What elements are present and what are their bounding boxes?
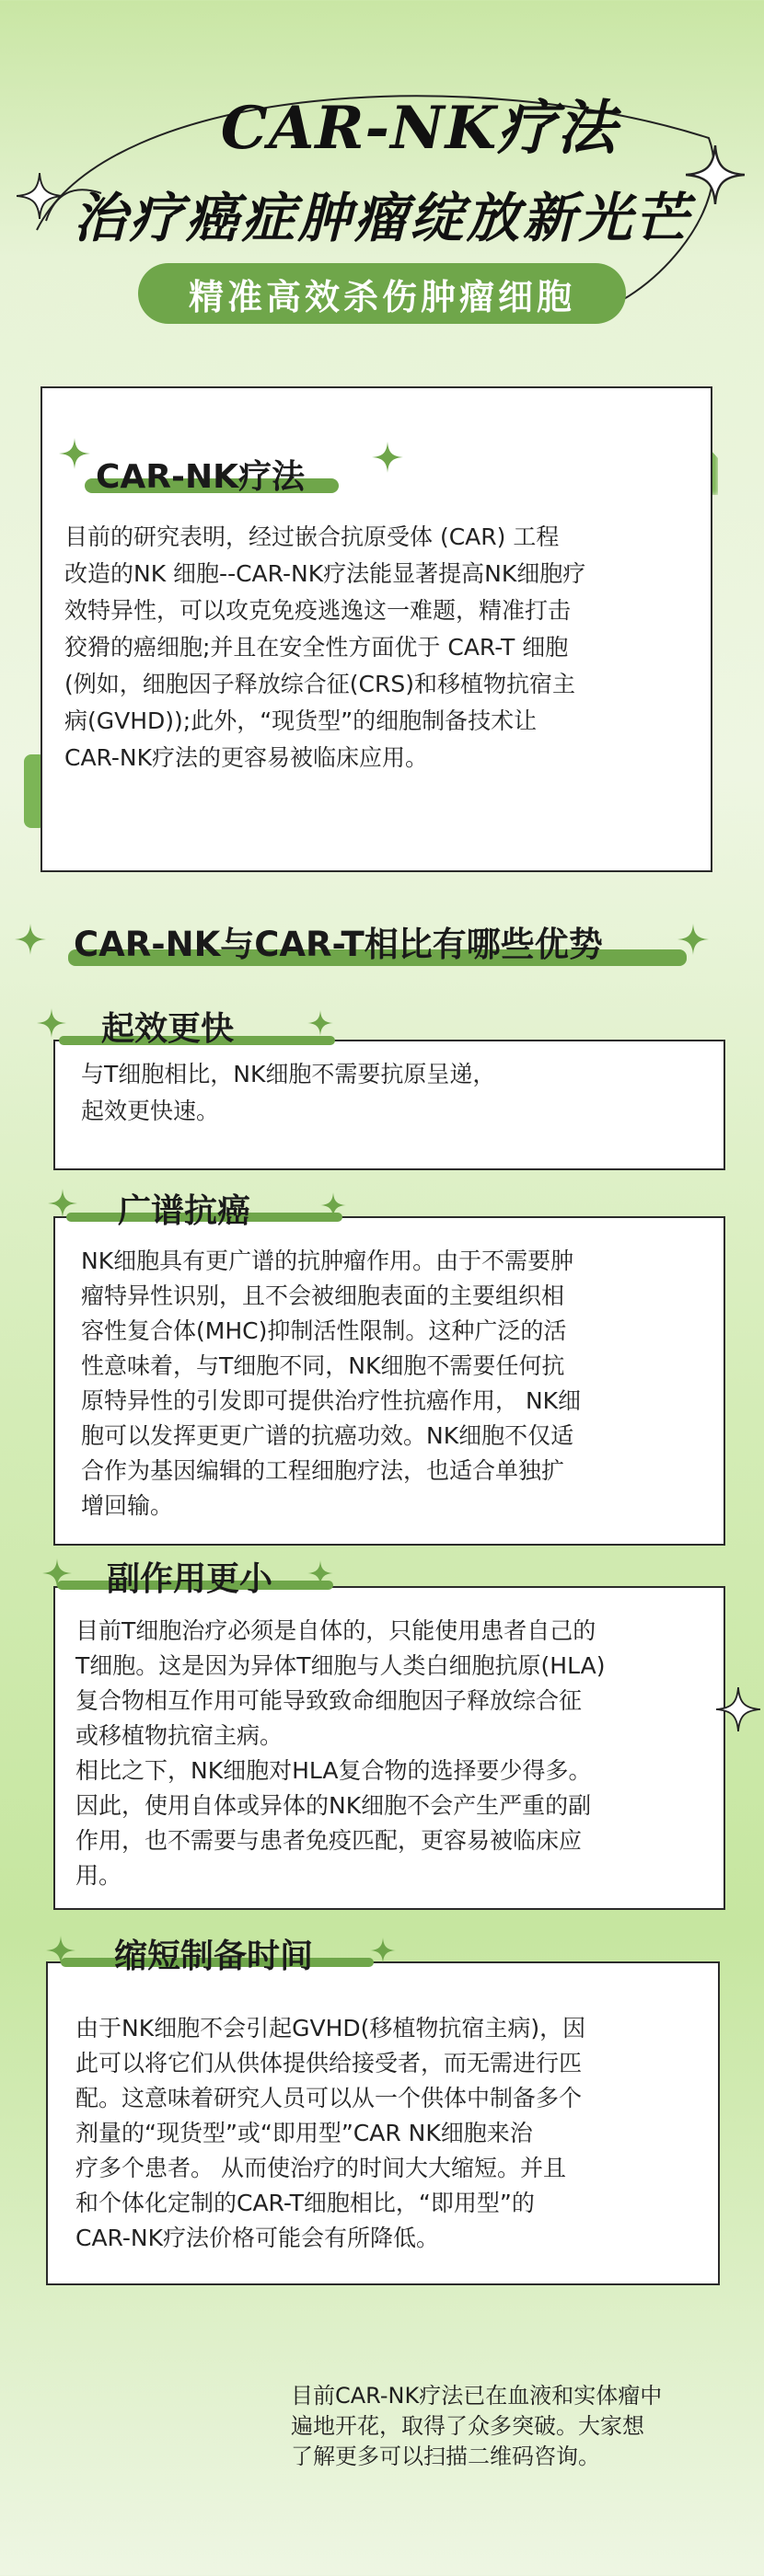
section-body-shorter-prep: 由于NK细胞不会引起GVHD(移植物抗宿主病)，因 此可以将它们从供体提供给接受者，而无需进行匹 配。这意味着研究人员可以从一个供体中制备多个 剂量的“现货型”或“即用型”CAR NK细胞来治 疗多个患者。 从而使治疗的时间大大缩短。并且 和个体化定制的CAR-T细胞相比，“即用型”的 CAR-NK疗法价格可能会有所降低。 (75, 2015, 586, 2251)
sparkle-star-icon (686, 145, 745, 204)
subtitle-pill (138, 263, 626, 324)
subtitle-text: 精准高效杀伤肿瘤细胞 (188, 276, 575, 317)
sparkle-star-icon (15, 924, 46, 955)
section-card-shorter-prep (46, 1961, 720, 2285)
section-body-faster: 与T细胞相比，NK细胞不需要抗原呈递， 起效更快速。 (81, 1061, 496, 1124)
sparkle-star-icon (46, 1936, 75, 1965)
footer-text: 目前CAR-NK疗法已在血液和实体瘤中 遍地开花，取得了众多突破。大家想 了解更多可以扫描二维码咨询。 (291, 2383, 663, 2469)
section-card-faster (53, 1040, 725, 1170)
section-card-broad-spectrum (53, 1216, 725, 1546)
section-card-fewer-side-effects (53, 1586, 725, 1910)
page-title-line2: 治疗癌症肿瘤绽放新光芒 (73, 187, 691, 249)
sparkle-star-icon (59, 438, 90, 469)
sparkle-star-icon (17, 173, 63, 219)
intro-title: CAR-NK疗法 (96, 458, 305, 496)
sparkle-star-icon (677, 924, 709, 955)
intro-body: 目前的研究表明，经过嵌合抗原受体 (CAR) 工程 改造的NK 细胞--CAR-NK疗法能显著提高NK细胞疗 效特异性，可以攻克免疫逃逸这一难题，精准打击 狡猾的癌细胞;并且在安全性方面优于 CAR-T 细胞 (例如，细胞因子释放综合征(CRS)和移植物抗宿主 病(GVHD));此外，“现货型”的细胞制备技术让 CAR-NK疗法的更容易被临床应用。 (64, 523, 586, 771)
section-title-fewer-side-effects: 副作用更小 (107, 1560, 273, 1598)
sparkle-star-icon (48, 1189, 77, 1218)
advantages-heading: CAR-NK与CAR-T相比有哪些优势 (74, 925, 603, 964)
sparkle-star-icon (716, 1687, 760, 1731)
sparkle-star-icon (307, 1560, 333, 1586)
sparkle-star-icon (307, 1010, 333, 1036)
sparkle-star-icon (42, 1558, 72, 1588)
section-title-broad-spectrum: 广谱抗癌 (118, 1192, 251, 1230)
section-body-broad-spectrum: NK细胞具有更广谱的抗肿瘤作用。由于不需要肿 瘤特异性识别，且不会被细胞表面的主要组织相 容性复合体(MHC)抑制活性限制。这种广泛的活 性意味着，与T细胞不同，NK细胞不需要任何抗 原特异性的引发即可提供治疗性抗癌作用， NK细 胞可以发挥更更广谱的抗癌功效。NK细胞不仅适 合作为基因编辑的工程细胞疗法，也适合单独扩 增回输。 (81, 1248, 582, 1519)
section-body-fewer-side-effects: 目前T细胞治疗必须是自体的，只能使用患者自己的 T细胞。这是因为异体T细胞与人类白细胞抗原(HLA) 复合物相互作用可能导致致命细胞因子释放综合征 或移植物抗宿主病。 相比之下，NK细胞对HLA复合物的选择要少得多。 因此，使用自体或异体的NK细胞不会产生严重的副 作用，也不需要与患者免疫匹配，更容易被临床应 用。 (75, 1617, 606, 1889)
section-title-shorter-prep: 缩短制备时间 (114, 1938, 314, 1975)
sparkle-star-icon (37, 1008, 66, 1038)
page-title-line1: CAR-NK疗法 (220, 94, 618, 163)
sparkle-star-icon (320, 1192, 346, 1218)
sparkle-star-icon (372, 442, 403, 473)
section-title-faster: 起效更快 (101, 1010, 235, 1048)
sparkle-star-icon (370, 1938, 396, 1963)
